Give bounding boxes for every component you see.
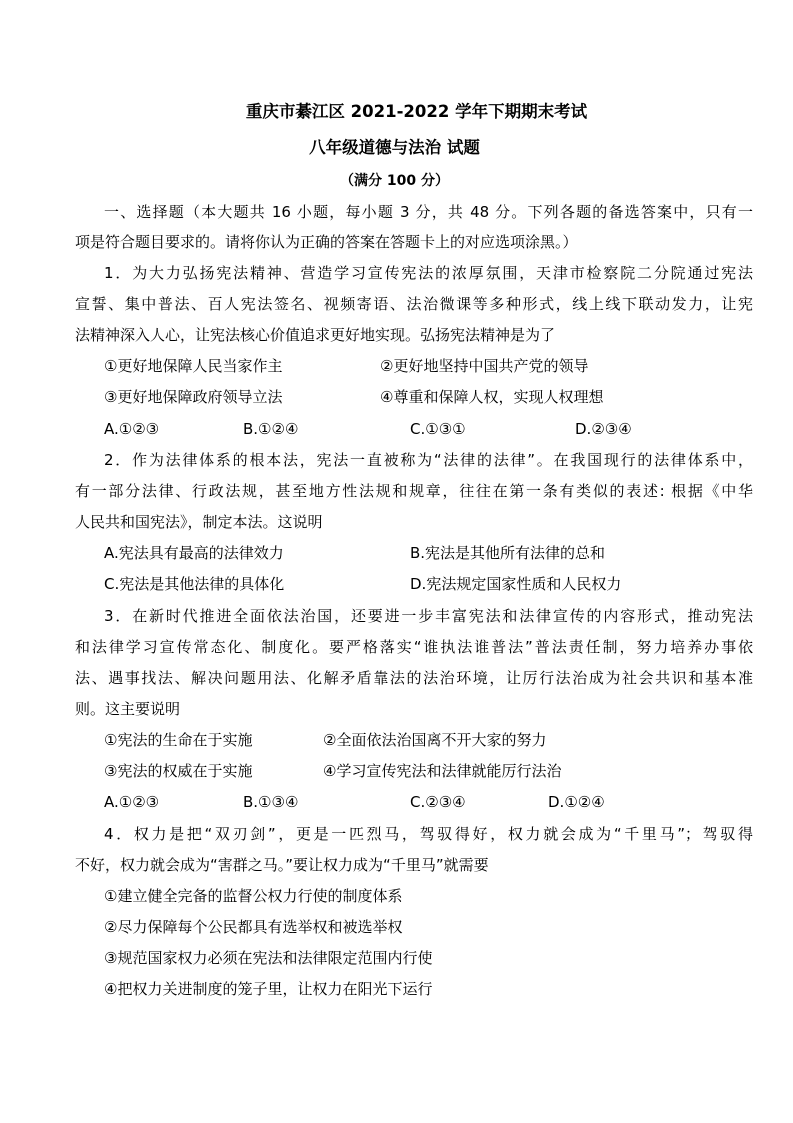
question-2-stem: 有一部分法律、行政法规，甚至地方性法规和规章，往往在第一条有类似的表述: 根据《中华 bbox=[75, 482, 753, 500]
q3-option-b: B.①③④ bbox=[243, 793, 299, 811]
q1-option-c: C.①③① bbox=[410, 420, 466, 438]
question-1-stem: 宣誓、集中普法、百人宪法签名、视频寄语、法治微课等多种形式，线上线下联动发力，让宪 bbox=[75, 295, 753, 313]
question-3-stem: 3．在新时代推进全面依法治国，还要进一步丰富宪法和法律宣传的内容形式，推动宪法 bbox=[104, 607, 753, 625]
q2-option-b: B.宪法是其他所有法律的总和 bbox=[410, 544, 606, 562]
q2-option-d: D.宪法规定国家性质和人民权力 bbox=[410, 575, 622, 593]
exam-subtitle: 八年级道德与法治 试题 bbox=[309, 138, 480, 157]
q1-statement-4: ④尊重和保障人权，实现人权理想 bbox=[380, 388, 604, 406]
question-1-stem: 法精神深入人心，让宪法核心价值追求更好地实现。弘扬宪法精神是为了 bbox=[75, 326, 556, 344]
q4-statement-2: ②尽力保障每个公民都具有选举权和被选举权 bbox=[104, 918, 403, 936]
q3-option-c: C.②③④ bbox=[410, 793, 466, 811]
exam-title: 重庆市綦江区 2021-2022 学年下期期末考试 bbox=[245, 102, 588, 121]
q1-option-a: A.①②③ bbox=[104, 420, 160, 438]
q3-statement-2: ②全面依法治国离不开大家的努力 bbox=[323, 731, 547, 749]
question-3-stem: 和法律学习宣传常态化、制度化。要严格落实“谁执法谁普法”普法责任制，努力培养办事依 bbox=[75, 638, 753, 656]
question-1-stem: 1．为大力弘扬宪法精神、营造学习宣传宪法的浓厚氛围，天津市检察院二分院通过宪法 bbox=[104, 264, 753, 282]
q1-option-b: B.①②④ bbox=[243, 420, 299, 438]
question-3-stem: 法、遇事找法、解决问题用法、化解矛盾靠法的法治环境，让厉行法治成为社会共识和基本准 bbox=[75, 669, 753, 687]
q3-option-d: D.①②④ bbox=[548, 793, 605, 811]
q3-statement-1: ①宪法的生命在于实施 bbox=[104, 731, 253, 749]
q2-option-a: A.宪法具有最高的法律效力 bbox=[104, 544, 284, 562]
q3-option-a: A.①②③ bbox=[104, 793, 160, 811]
question-2-stem: 2．作为法律体系的根本法，宪法一直被称为“法律的法律”。在我国现行的法律体系中， bbox=[104, 451, 753, 469]
question-4-stem: 4．权力是把“双刃剑”，更是一匹烈马，驾驭得好，权力就会成为“千里马”；驾驭得 bbox=[104, 825, 753, 843]
q4-statement-1: ①建立健全完备的监督公权力行使的制度体系 bbox=[104, 887, 403, 905]
section-intro-line: 一、选择题（本大题共 16 小题，每小题 3 分，共 48 分。下列各题的备选答案中，只有一 bbox=[104, 203, 753, 221]
question-3-stem: 则。这主要说明 bbox=[75, 700, 181, 718]
q2-option-c: C.宪法是其他法律的具体化 bbox=[104, 575, 285, 593]
q3-statement-3: ③宪法的权威在于实施 bbox=[104, 762, 253, 780]
question-2-stem: 人民共和国宪法》，制定本法。这说明 bbox=[75, 513, 323, 531]
section-intro-line: 项是符合题目要求的。请将你认为正确的答案在答题卡上的对应选项涂黑。） bbox=[75, 233, 578, 251]
full-score: （满分 100 分） bbox=[340, 173, 449, 189]
question-4-stem: 不好，权力就会成为“害群之马。”要让权力成为“千里马”就需要 bbox=[75, 856, 489, 874]
q1-statement-2: ②更好地坚持中国共产党的领导 bbox=[380, 357, 589, 375]
q1-statement-3: ③更好地保障政府领导立法 bbox=[104, 388, 283, 406]
q3-statement-4: ④学习宣传宪法和法律就能厉行法治 bbox=[323, 762, 562, 780]
q4-statement-3: ③规范国家权力必须在宪法和法律限定范围内行使 bbox=[104, 949, 433, 967]
q1-statement-1: ①更好地保障人民当家作主 bbox=[104, 357, 283, 375]
q4-statement-4: ④把权力关进制度的笼子里，让权力在阳光下运行 bbox=[104, 980, 433, 998]
q1-option-d: D.②③④ bbox=[575, 420, 632, 438]
